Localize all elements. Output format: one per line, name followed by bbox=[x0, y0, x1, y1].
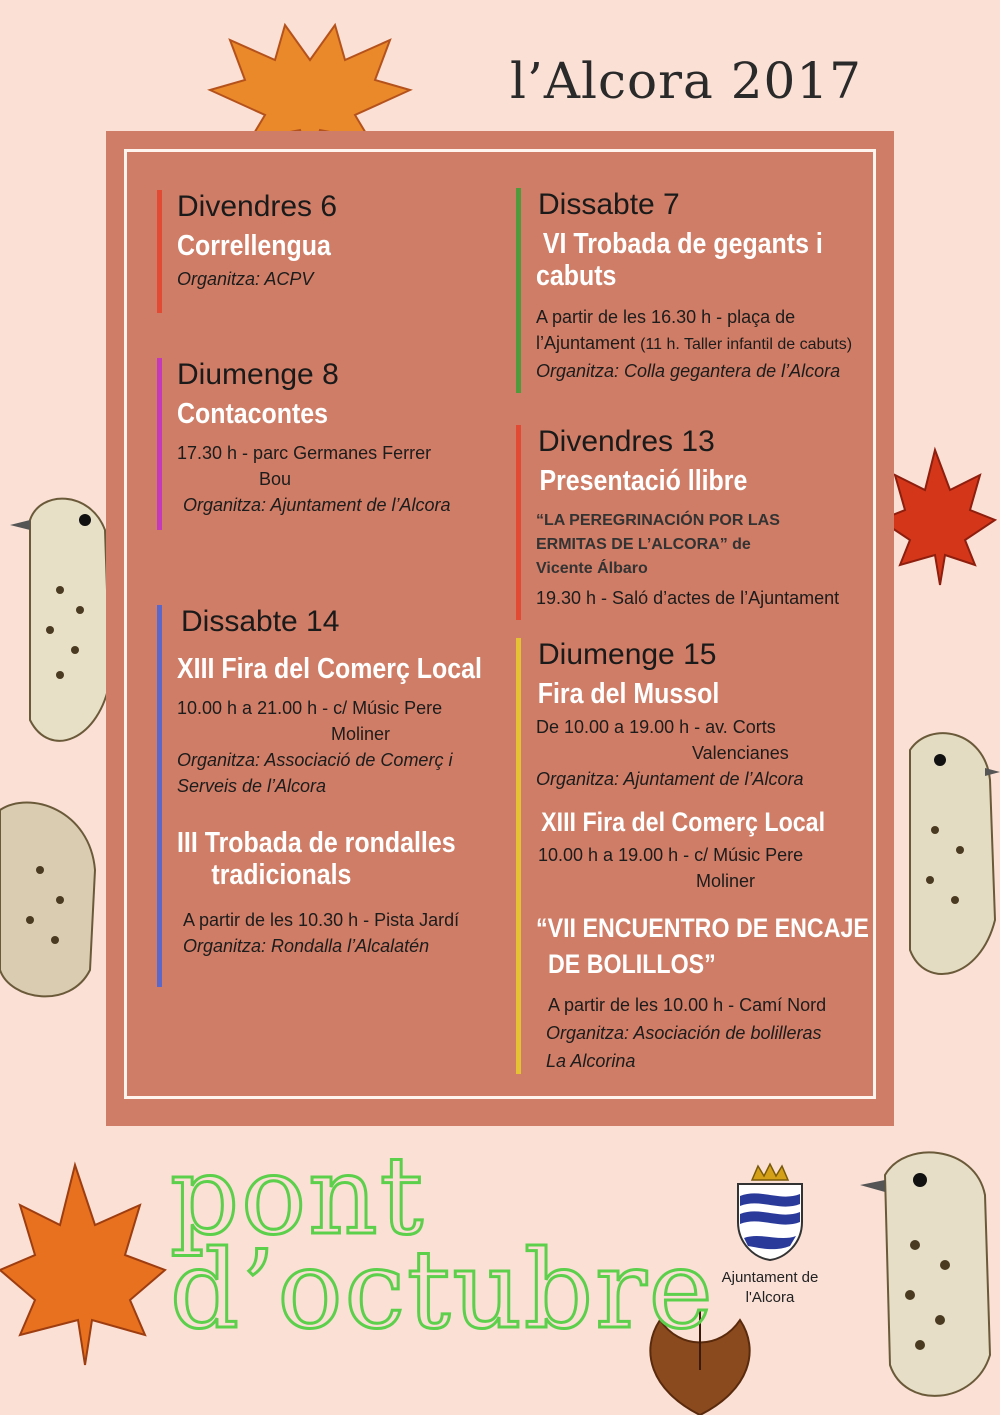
event-title: III Trobada de rondalles bbox=[177, 827, 456, 859]
event-day: Diumenge 8 bbox=[177, 358, 339, 391]
event-day: Divendres 13 bbox=[538, 425, 715, 458]
event-time: De 10.00 a 19.00 h - av. Corts bbox=[536, 717, 776, 737]
event-title: DE BOLILLOS” bbox=[548, 949, 716, 979]
event-organizer: Organitza: ACPV bbox=[177, 269, 314, 289]
event-day: Diumenge 15 bbox=[538, 638, 717, 671]
event-time: 19.30 h - Saló d’actes de l’Ajuntament bbox=[536, 588, 840, 608]
footer-title-line: d’octubre bbox=[170, 1228, 715, 1353]
event-title: Correllengua bbox=[177, 230, 331, 262]
town-coat-of-arms-icon bbox=[730, 1162, 810, 1262]
event-organizer: La Alcorina bbox=[546, 1051, 636, 1071]
event-divendres-6 bbox=[157, 190, 487, 313]
event-time: Bou bbox=[259, 469, 292, 489]
thrush-bird-icon bbox=[855, 1135, 1000, 1415]
footer-logo-line: l'Alcora bbox=[745, 1289, 795, 1306]
event-time: Moliner bbox=[331, 724, 391, 744]
event-dissabte-7 bbox=[516, 188, 876, 393]
event-time: A partir de les 10.30 h - Pista Jardí bbox=[183, 910, 460, 930]
page-title: l’Alcora 2017 bbox=[510, 52, 862, 110]
event-color-bar bbox=[516, 638, 521, 1074]
event-color-bar bbox=[157, 358, 162, 530]
thrush-bird-icon bbox=[895, 720, 1000, 1000]
event-color-bar bbox=[516, 188, 521, 393]
event-book: ERMITAS DE L’ALCORA” de bbox=[536, 536, 751, 553]
event-title: XIII Fira del Comerç Local bbox=[177, 653, 482, 685]
event-title: Presentació llibre bbox=[539, 465, 748, 497]
event-time bbox=[536, 330, 876, 358]
event-diumenge-15 bbox=[516, 638, 876, 1074]
maple-leaf-icon bbox=[880, 440, 1000, 590]
event-organizer: Organitza: Ajuntament de l’Alcora bbox=[183, 495, 451, 515]
event-time: Moliner bbox=[696, 871, 756, 891]
thrush-bird-icon bbox=[0, 790, 100, 1010]
event-book: “LA PEREGRINACIÓN POR LAS bbox=[536, 512, 780, 529]
event-organizer: Serveis de l’Alcora bbox=[177, 776, 327, 796]
event-title: “VII ENCUENTRO DE ENCAJE bbox=[536, 913, 869, 943]
event-title: Fira del Mussol bbox=[537, 678, 720, 710]
event-book: Vicente Álbaro bbox=[536, 560, 648, 577]
footer-logo-text bbox=[700, 1268, 840, 1308]
event-organizer: Organitza: Rondalla l’Alcalatén bbox=[183, 936, 430, 956]
event-time: 10.00 h a 21.00 h - c/ Músic Pere bbox=[177, 698, 443, 718]
event-day: Divendres 6 bbox=[177, 190, 338, 223]
event-day: Dissabte 7 bbox=[538, 188, 680, 221]
footer-logo-line: Ajuntament de bbox=[721, 1269, 819, 1286]
event-color-bar bbox=[157, 190, 162, 313]
event-organizer: Organitza: Asociación de bolilleras bbox=[546, 1023, 822, 1043]
event-time: A partir de les 16.30 h - plaça de bbox=[536, 307, 796, 327]
event-time: 10.00 h a 19.00 h - c/ Músic Pere bbox=[538, 845, 804, 865]
event-organizer: Organitza: Associació de Comerç i bbox=[177, 750, 453, 770]
thrush-bird-icon bbox=[10, 480, 120, 780]
event-title: tradicionals bbox=[211, 859, 352, 891]
event-time: Valencianes bbox=[692, 743, 789, 763]
event-time-place: l’Ajuntament bbox=[536, 333, 636, 353]
event-diumenge-8 bbox=[157, 358, 487, 530]
footer-title bbox=[170, 1134, 715, 1353]
event-color-bar bbox=[157, 605, 162, 987]
event-divendres-13 bbox=[516, 425, 876, 620]
event-title: Contacontes bbox=[177, 398, 329, 430]
event-title: cabuts bbox=[536, 260, 617, 292]
event-time: A partir de les 10.00 h - Camí Nord bbox=[548, 995, 827, 1015]
event-time: 17.30 h - parc Germanes Ferrer bbox=[177, 443, 432, 463]
event-title: VI Trobada de gegants i bbox=[542, 228, 823, 260]
event-dissabte-14 bbox=[157, 605, 497, 987]
event-organizer: Organitza: Ajuntament de l’Alcora bbox=[536, 769, 804, 789]
maple-leaf-icon bbox=[0, 1150, 170, 1370]
event-day: Dissabte 14 bbox=[181, 605, 340, 638]
event-title: XIII Fira del Comerç Local bbox=[541, 807, 826, 837]
event-time-note: (11 h. Taller infantil de cabuts) bbox=[640, 336, 853, 353]
event-organizer: Organitza: Colla gegantera de l’Alcora bbox=[536, 361, 841, 381]
footer-title-line: pont bbox=[170, 1134, 426, 1259]
event-color-bar bbox=[516, 425, 521, 620]
